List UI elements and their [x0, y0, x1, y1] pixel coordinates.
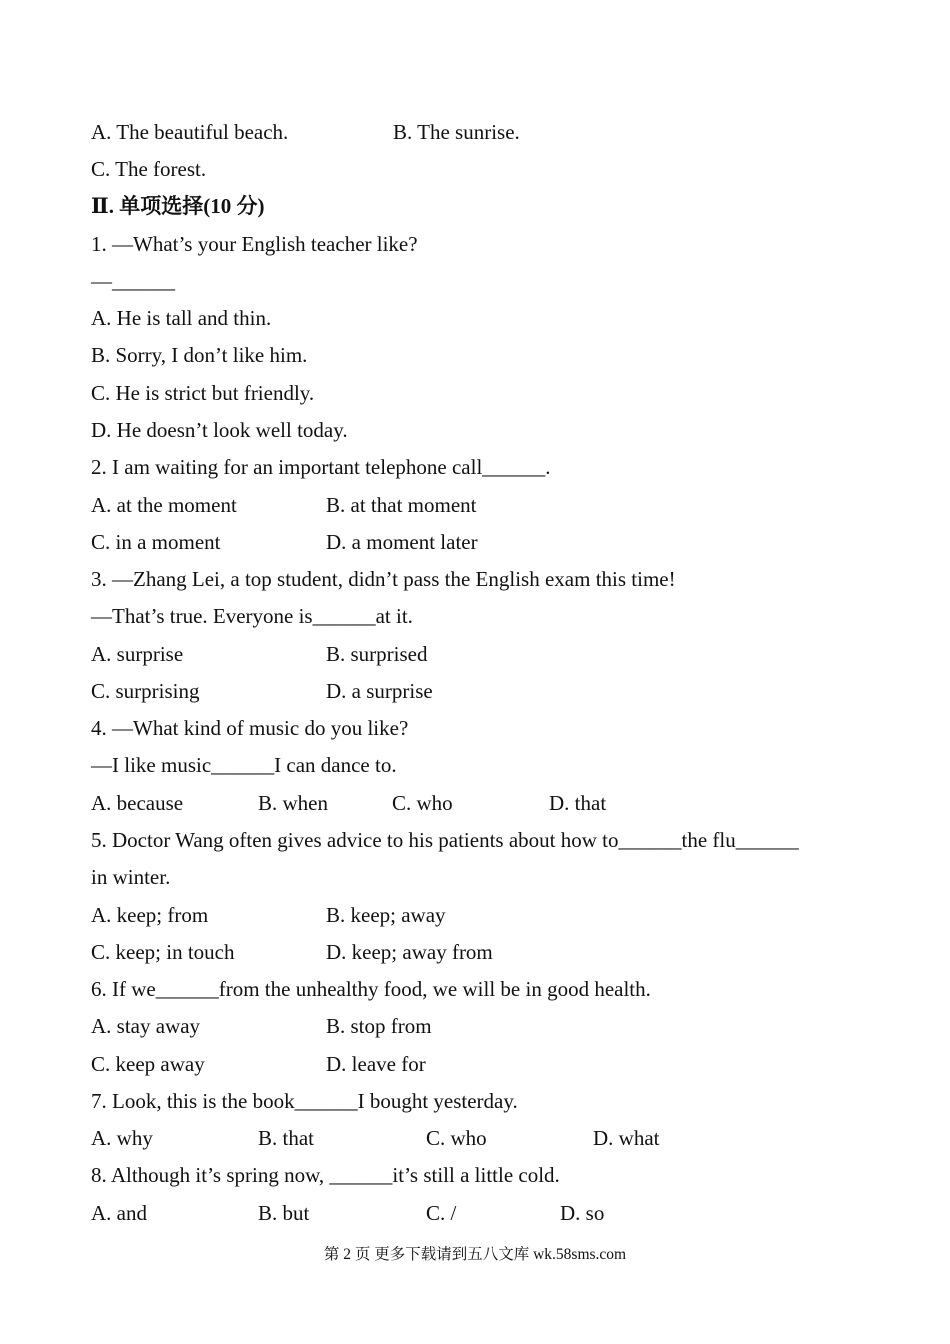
q2-option-d: D. a moment later	[326, 530, 478, 554]
q1-option-b: B. Sorry, I don’t like him.	[91, 343, 308, 367]
q4-reply: —I like music______I can dance to.	[91, 753, 397, 777]
q4-option-a: A. because	[91, 791, 184, 815]
q2-stem: 2. I am waiting for an important telephone call______.	[91, 455, 551, 479]
q3-option-b: B. surprised	[326, 642, 428, 666]
q1-option-a: A. He is tall and thin.	[91, 306, 272, 330]
prev-option-a: A. The beautiful beach.	[91, 120, 289, 144]
q1-reply: —______	[91, 269, 175, 293]
q8-option-d: D. so	[560, 1201, 605, 1225]
q6-option-b: B. stop from	[326, 1014, 432, 1038]
q3-reply: —That’s true. Everyone is______at it.	[91, 604, 413, 628]
q2-option-b: B. at that moment	[326, 493, 477, 517]
prev-option-c: C. The forest.	[91, 157, 207, 181]
q1-stem: 1. —What’s your English teacher like?	[91, 232, 418, 256]
q7-option-a: A. why	[91, 1126, 153, 1150]
q5-option-b: B. keep; away	[326, 903, 446, 927]
q6-option-d: D. leave for	[326, 1052, 426, 1076]
prev-option-b: B. The sunrise.	[393, 120, 520, 144]
q4-option-b: B. when	[258, 791, 328, 815]
q5-option-a: A. keep; from	[91, 903, 209, 927]
q5-option-c: C. keep; in touch	[91, 940, 235, 964]
q6-option-a: A. stay away	[91, 1014, 201, 1038]
q8-option-b: B. but	[258, 1201, 310, 1225]
q7-option-b: B. that	[258, 1126, 314, 1150]
q7-stem: 7. Look, this is the book______I bought yesterday.	[91, 1089, 518, 1113]
q8-option-c: C. /	[426, 1201, 457, 1225]
q5-stem-line-1: 5. Doctor Wang often gives advice to his patients about how to______the flu______	[91, 828, 799, 852]
q1-option-c: C. He is strict but friendly.	[91, 381, 315, 405]
q8-stem: 8. Although it’s spring now, ______it’s still a little cold.	[91, 1163, 560, 1187]
q6-stem: 6. If we______from the unhealthy food, we will be in good health.	[91, 977, 651, 1001]
q3-option-c: C. surprising	[91, 679, 200, 703]
q3-option-d: D. a surprise	[326, 679, 433, 703]
q1-option-d: D. He doesn’t look well today.	[91, 418, 348, 442]
q4-stem: 4. —What kind of music do you like?	[91, 716, 409, 740]
section-heading: Ⅱ. 单项选择(10 分)	[91, 194, 265, 218]
q7-option-d: D. what	[593, 1126, 660, 1150]
q7-option-c: C. who	[426, 1126, 487, 1150]
q4-option-d: D. that	[549, 791, 607, 815]
q4-option-c: C. who	[392, 791, 453, 815]
page-footer: 第 2 页 更多下载请到五八文库 wk.58sms.com	[323, 1246, 627, 1263]
q3-option-a: A. surprise	[91, 642, 184, 666]
q8-option-a: A. and	[91, 1201, 147, 1225]
q2-option-c: C. in a moment	[91, 530, 221, 554]
q3-stem: 3. —Zhang Lei, a top student, didn’t pass the English exam this time!	[91, 567, 676, 591]
q2-option-a: A. at the moment	[91, 493, 237, 517]
q6-option-c: C. keep away	[91, 1052, 205, 1076]
q5-stem-line-2: in winter.	[91, 865, 171, 889]
q5-option-d: D. keep; away from	[326, 940, 493, 964]
